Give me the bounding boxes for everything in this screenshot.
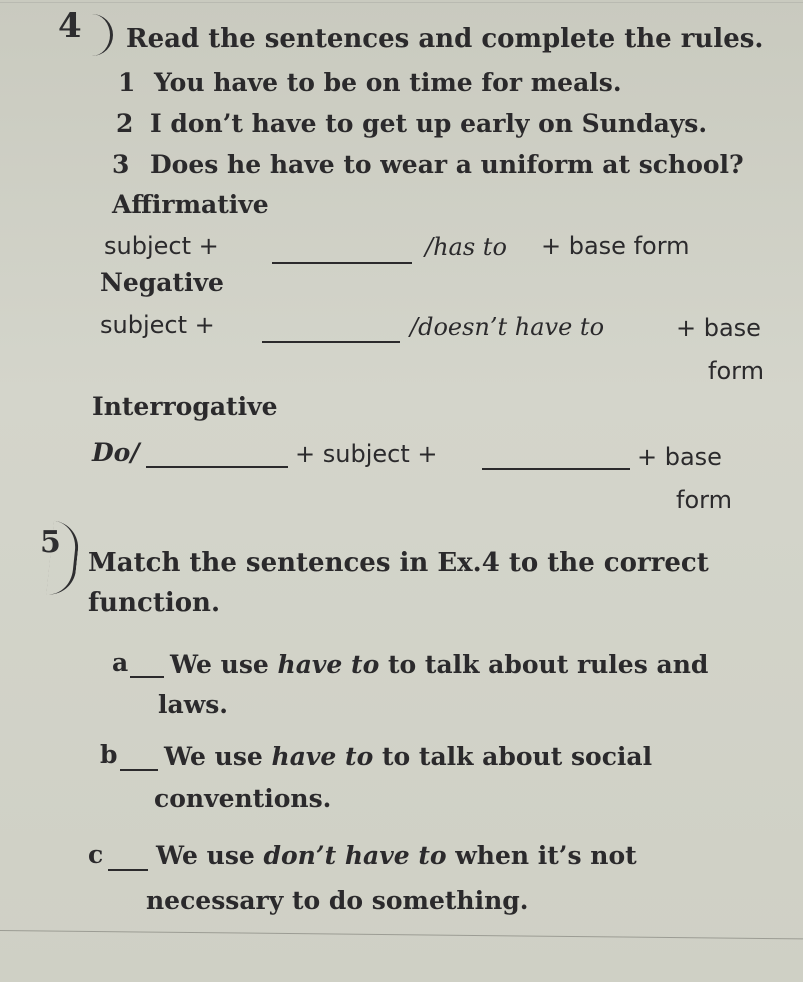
match-c-post: when it’s not xyxy=(455,841,637,870)
negative-base: + base xyxy=(676,314,761,342)
exercise-4-bracket xyxy=(92,14,113,56)
interrogative-subject: + subject + xyxy=(295,440,438,468)
match-a-blank[interactable] xyxy=(130,656,164,678)
interrogative-heading: Interrogative xyxy=(92,392,278,421)
affirmative-has-to: /has to xyxy=(425,233,507,261)
interrogative-blank-2[interactable] xyxy=(482,448,630,470)
match-c-letter: c xyxy=(88,840,104,869)
interrogative-blank-1[interactable] xyxy=(146,446,288,468)
match-b-blank[interactable] xyxy=(120,749,158,771)
match-b-post: to talk about social xyxy=(381,742,653,771)
affirmative-subject: subject + xyxy=(104,232,219,260)
match-a-letter: a xyxy=(112,648,129,677)
match-b-italic: have to xyxy=(271,742,374,771)
match-a-post: to talk about rules and xyxy=(387,650,709,679)
match-a-line-2: laws. xyxy=(158,690,228,719)
sentence-1-number: 1 xyxy=(118,68,136,97)
interrogative-do: Do/ xyxy=(92,438,140,467)
sentence-1-text: You have to be on time for meals. xyxy=(154,68,622,97)
match-b-text xyxy=(164,742,652,771)
exercise-4-title: Read the sentences and complete the rules. xyxy=(126,24,764,54)
bottom-edge-line xyxy=(0,930,803,939)
sentence-2-text: I don’t have to get up early on Sundays. xyxy=(150,109,708,138)
match-b-letter: b xyxy=(100,740,118,769)
negative-subject: subject + xyxy=(100,311,215,339)
affirmative-heading: Affirmative xyxy=(112,190,269,219)
affirmative-blank[interactable] xyxy=(272,242,412,264)
negative-heading: Negative xyxy=(100,268,224,297)
sentence-2-number: 2 xyxy=(116,109,134,138)
negative-blank[interactable] xyxy=(262,321,400,343)
match-a-italic: have to xyxy=(277,650,380,679)
exercise-5-number: 5 xyxy=(40,525,61,560)
top-edge-line xyxy=(0,2,803,3)
negative-doesnt-have-to: /doesn’t have to xyxy=(410,313,605,341)
interrogative-form: form xyxy=(676,486,732,514)
interrogative-base: + base xyxy=(637,443,722,471)
match-a-pre: We use xyxy=(170,650,269,679)
match-a-text xyxy=(170,650,708,679)
match-c-blank[interactable] xyxy=(108,849,148,871)
exercise-5-title-line-2: function. xyxy=(88,588,221,618)
match-c-text xyxy=(156,841,637,870)
sentence-3-number: 3 xyxy=(112,150,130,179)
match-c-line-2: necessary to do something. xyxy=(146,886,529,915)
exercise-5-title-line-1: Match the sentences in Ex.4 to the correct xyxy=(88,548,709,578)
match-b-pre: We use xyxy=(164,742,263,771)
negative-form: form xyxy=(708,357,764,385)
match-b-line-2: conventions. xyxy=(154,784,332,813)
match-c-pre: We use xyxy=(156,841,255,870)
match-c-italic: don’t have to xyxy=(263,841,447,870)
exercise-4-number: 4 xyxy=(58,6,82,46)
affirmative-base-form: + base form xyxy=(541,232,690,260)
sentence-3-text: Does he have to wear a uniform at school? xyxy=(150,150,744,179)
